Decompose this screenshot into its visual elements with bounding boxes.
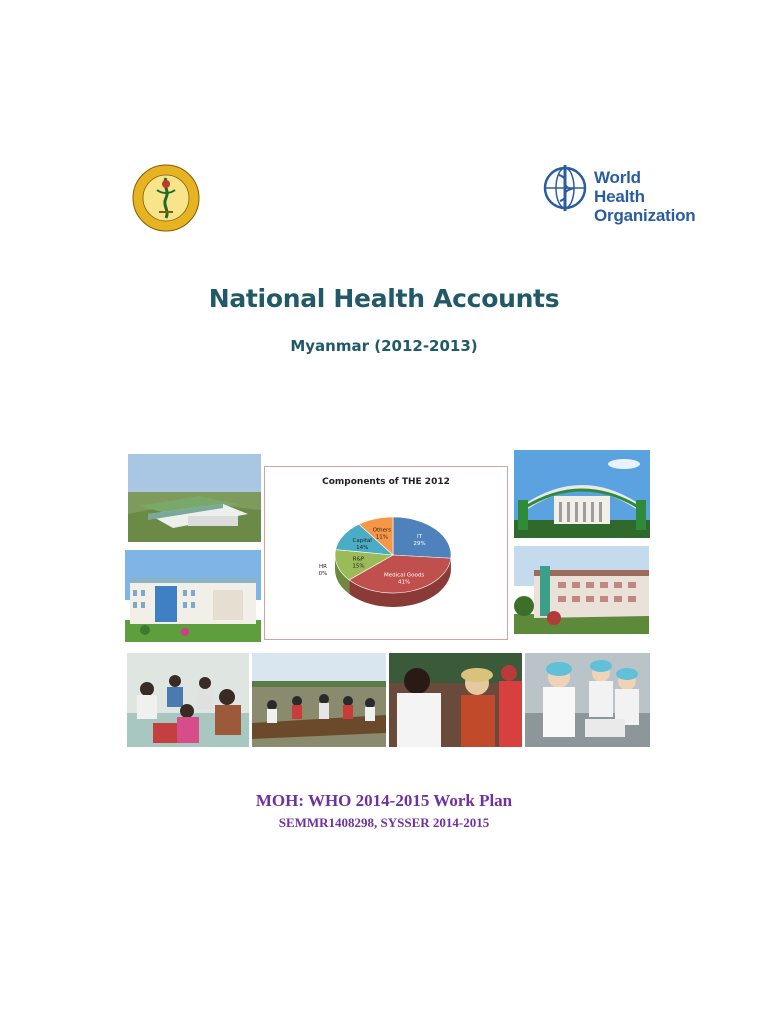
chart-panel	[264, 466, 508, 640]
document-title: National Health Accounts	[208, 284, 560, 313]
pie-label-it: IT	[417, 534, 422, 541]
photo-river-boat	[252, 653, 386, 747]
pie-value-capital: 14%	[356, 544, 369, 551]
pie-value-it: 29%	[413, 541, 426, 548]
photo-palace-gate	[514, 450, 650, 538]
who-name-line2: Organization	[594, 206, 696, 225]
pie-label-capital: Capital	[352, 537, 372, 544]
work-plan-title: MOH: WHO 2014-2015 Work Plan	[255, 791, 513, 810]
who-name-line1: World Health	[594, 168, 645, 206]
who-emblem-icon	[540, 155, 594, 221]
photo-ministry-building	[125, 550, 261, 642]
pie-value-others: 11%	[375, 534, 389, 541]
photo-hospital-building	[514, 546, 649, 634]
photo-child-vaccination	[389, 653, 522, 747]
photo-meeting-room	[127, 653, 249, 747]
pie-label-others: Others	[372, 527, 392, 534]
pie-value-hr: 0%	[318, 571, 328, 577]
document-subtitle: Myanmar (2012-2013)	[290, 337, 478, 355]
pie-slice-it	[393, 517, 451, 558]
photo-hospital-aerial	[128, 454, 261, 542]
moh-emblem-logo	[132, 164, 200, 232]
pie-value-medical-goods: 41%	[397, 579, 411, 586]
photo-laboratory	[525, 653, 650, 747]
pie-label-hr: HR	[319, 564, 327, 570]
pie-chart	[265, 467, 507, 639]
pie-label-medical-goods: Medical Goods	[384, 572, 425, 579]
chart-title: Components of THE 2012	[322, 477, 450, 487]
who-logo	[540, 155, 696, 225]
pie-label-r-p: R&P	[352, 556, 365, 563]
work-plan-codes: SEMMR1408298, SYSSER 2014-2015	[278, 815, 490, 830]
pie-value-r-p: 15%	[352, 563, 365, 570]
